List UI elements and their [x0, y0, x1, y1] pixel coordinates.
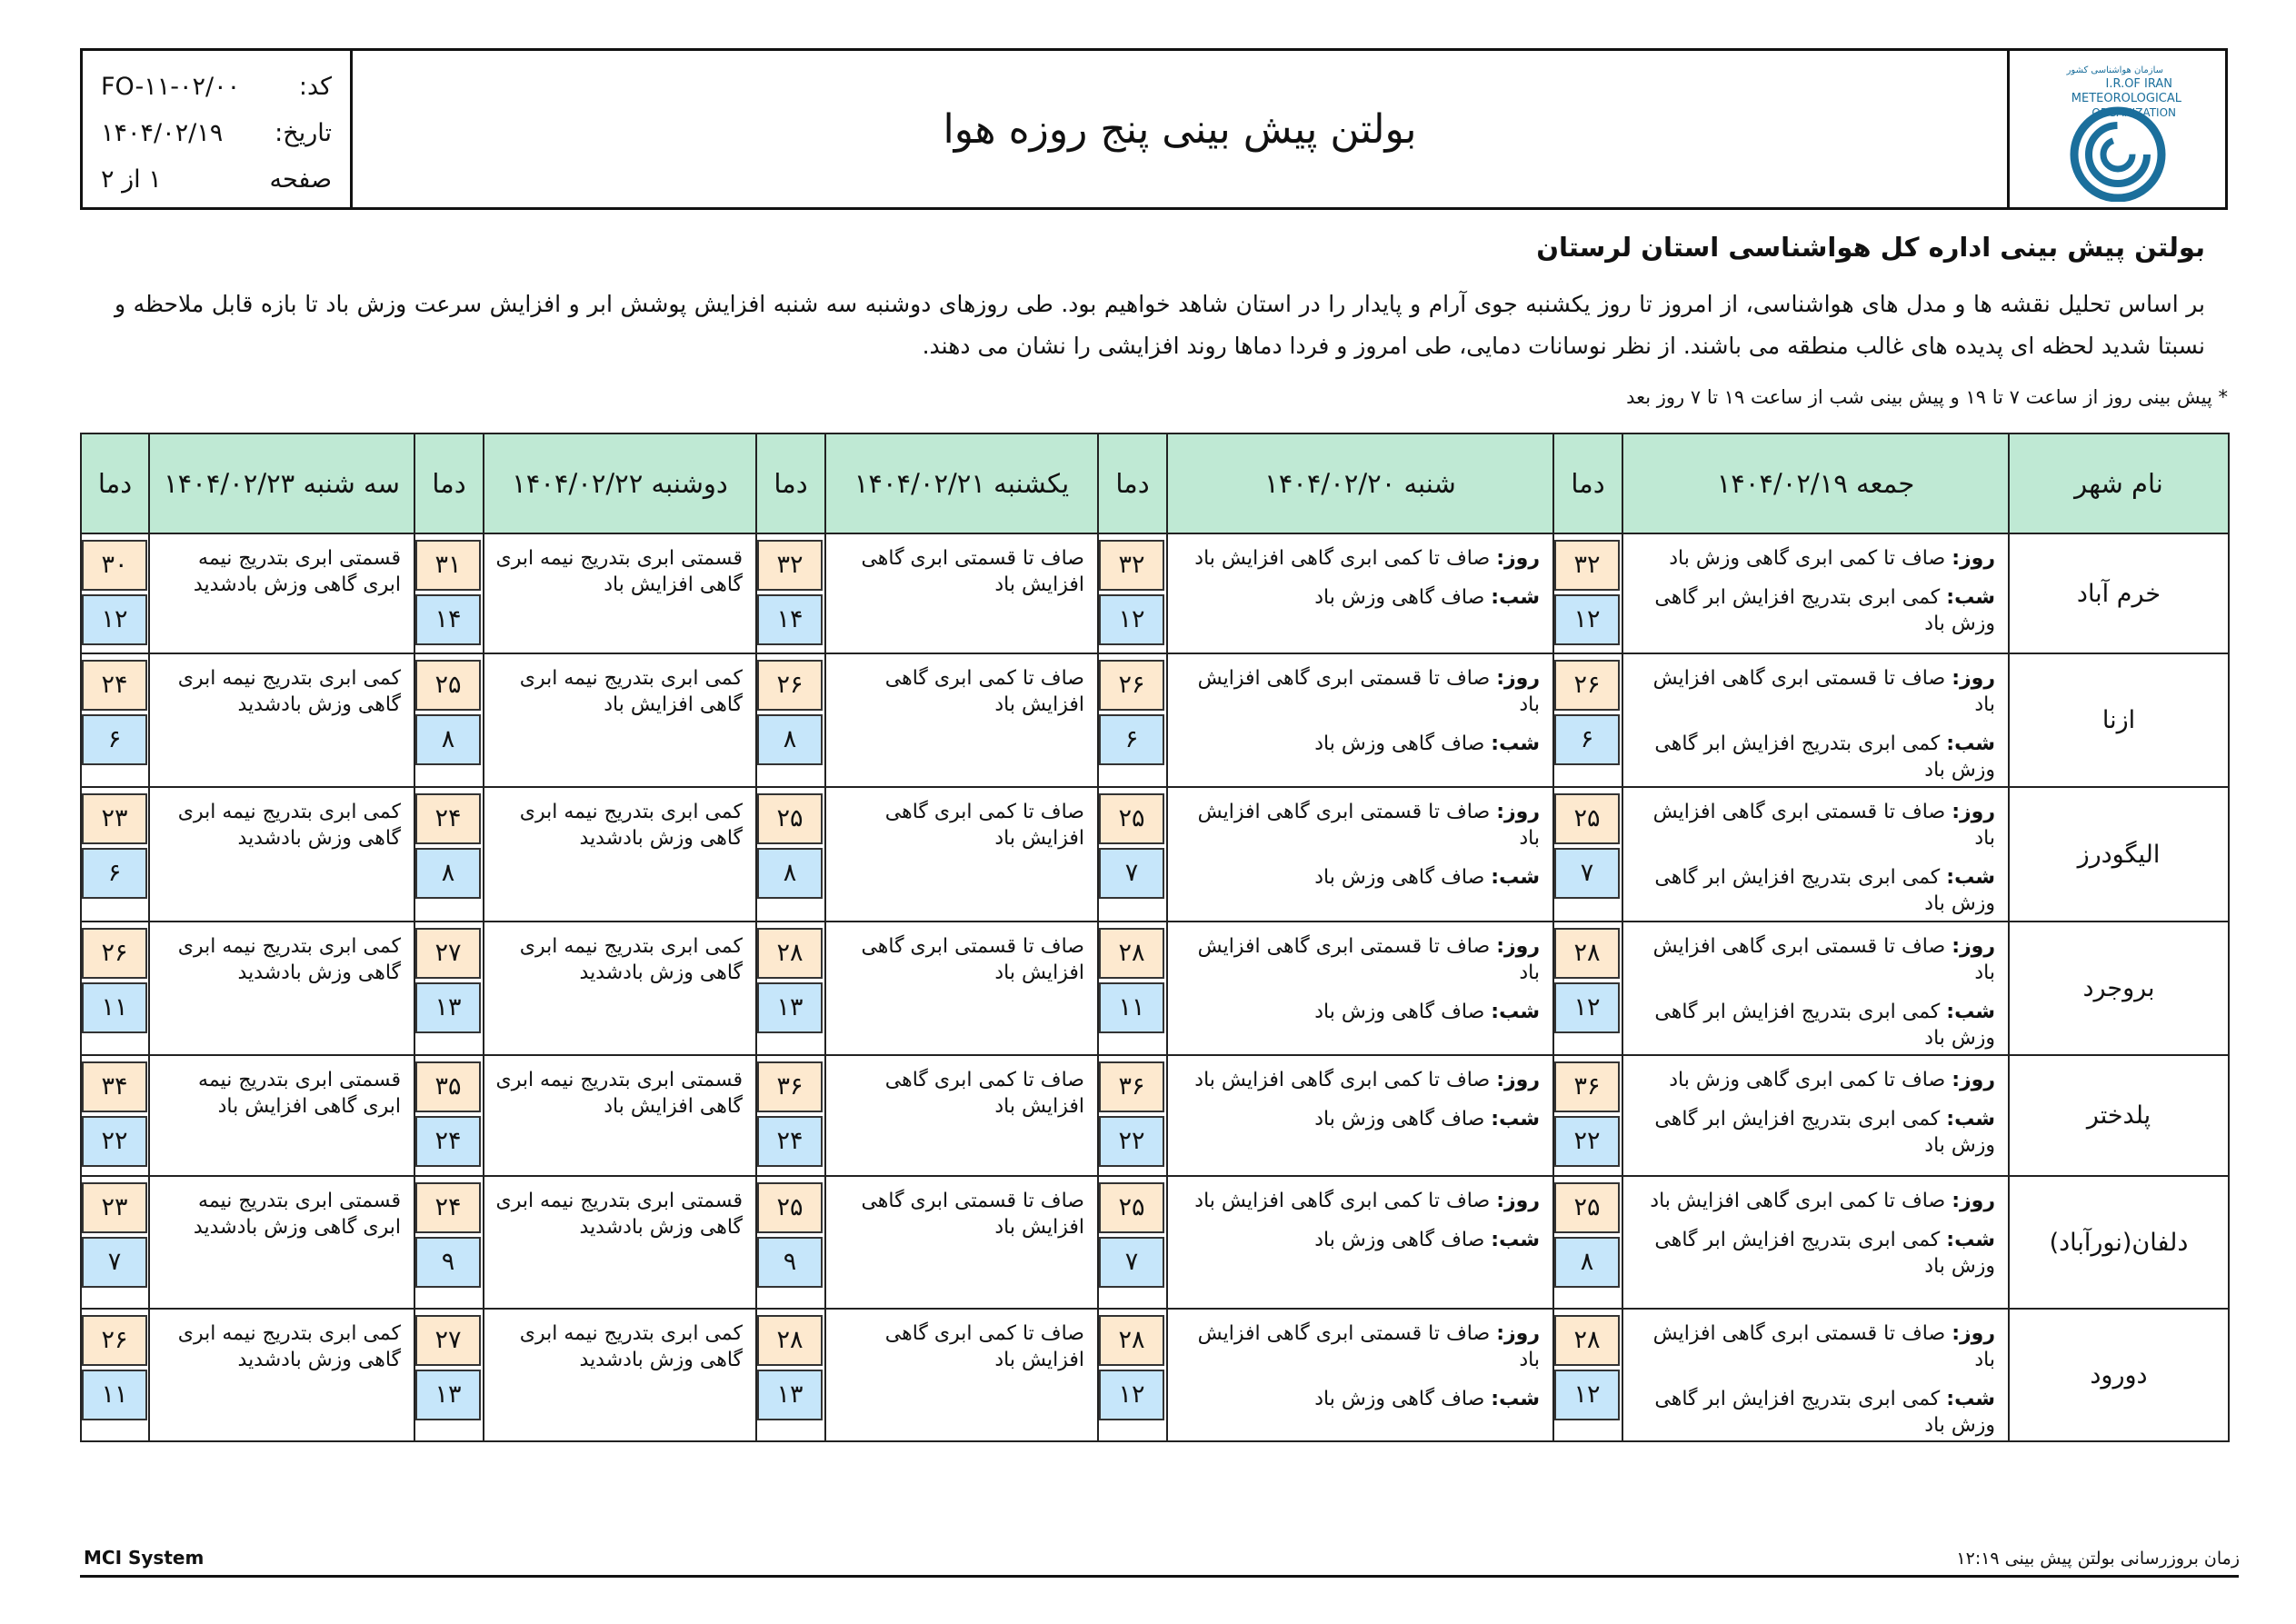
condition-text: کمی ابری بتدریج نیمه ابری گاهی وزش بادشدید — [177, 667, 401, 716]
city-name: ازنا — [2009, 653, 2229, 787]
temp-cell — [756, 787, 825, 922]
city-name: دلفان(نورآباد) — [2009, 1176, 2229, 1309]
forecast-condition — [149, 787, 414, 922]
max-temp: ۳۶ — [757, 1061, 823, 1112]
condition-text: قسمتی ابری بتدریج نیمه ابری گاهی افزایش باد — [495, 1069, 743, 1118]
night-condition: کمی ابری بتدریج افزایش ابر گاهی وزش باد — [1654, 732, 1995, 782]
day-condition: صاف تا کمی ابری گاهی وزش باد — [1669, 547, 1946, 570]
day-condition: صاف تا قسمتی ابری گاهی افزایش باد — [1652, 1322, 1995, 1371]
temp-header: دما — [1553, 433, 1622, 533]
temp-cell — [756, 922, 825, 1055]
temp-cell — [81, 1055, 149, 1176]
forecast-condition — [825, 787, 1098, 922]
temp-cell — [414, 533, 484, 653]
condition-text: کمی ابری بتدریج نیمه ابری گاهی وزش بادشدید — [519, 1322, 743, 1371]
day-label: روز: — [1952, 667, 1995, 690]
temp-cell — [756, 1176, 825, 1309]
min-temp: ۸ — [757, 714, 823, 765]
table-row — [81, 787, 2229, 922]
max-temp: ۲۷ — [415, 1315, 481, 1366]
forecast-condition — [484, 533, 756, 653]
night-condition: صاف گاهی وزش باد — [1314, 866, 1485, 889]
city-name: پلدختر — [2009, 1055, 2229, 1176]
forecast-condition — [484, 787, 756, 922]
forecast-day-night — [1167, 787, 1553, 922]
day-label: روز: — [1952, 801, 1995, 823]
day-label: روز: — [1496, 1322, 1540, 1345]
day-condition: صاف تا کمی ابری گاهی افزایش باد — [1194, 1190, 1491, 1212]
temp-cell — [1553, 1309, 1622, 1441]
day-condition: صاف تا قسمتی ابری گاهی افزایش باد — [1197, 1322, 1540, 1371]
logo-text-en2: METEOROLOGICAL — [2071, 92, 2181, 105]
min-temp: ۱۴ — [757, 594, 823, 645]
max-temp: ۳۱ — [415, 540, 481, 591]
condition-text: کمی ابری بتدریج نیمه ابری گاهی وزش بادشدید — [177, 801, 401, 850]
condition-text: صاف تا کمی ابری گاهی افزایش باد — [884, 667, 1084, 716]
min-temp: ۶ — [1099, 714, 1164, 765]
min-temp: ۲۲ — [82, 1116, 147, 1167]
forecast-day-night — [1167, 653, 1553, 787]
forecast-day-night — [1622, 1176, 2009, 1309]
night-condition: کمی ابری بتدریج افزایش ابر گاهی وزش باد — [1654, 586, 1995, 635]
max-temp: ۳۰ — [82, 540, 147, 591]
page-value: ۱ از ۲ — [101, 165, 162, 194]
code-value: FO-۱۱-۰۲/۰۰ — [101, 73, 241, 101]
forecast-day-night — [1622, 533, 2009, 653]
max-temp: ۳۶ — [1099, 1061, 1164, 1112]
min-temp: ۸ — [415, 714, 481, 765]
forecast-condition — [825, 1309, 1098, 1441]
min-temp: ۱۲ — [1099, 1370, 1164, 1420]
day-label: روز: — [1496, 667, 1540, 690]
forecast-condition — [825, 922, 1098, 1055]
condition-text: صاف تا کمی ابری گاهی افزایش باد — [884, 801, 1084, 850]
min-temp: ۲۲ — [1554, 1116, 1620, 1167]
max-temp: ۲۶ — [1554, 660, 1620, 711]
min-temp: ۸ — [415, 848, 481, 899]
forecast-table — [80, 433, 2230, 1442]
forecast-day-night — [1622, 1055, 2009, 1176]
night-condition: کمی ابری بتدریج افزایش ابر گاهی وزش باد — [1654, 1001, 1995, 1050]
forecast-condition — [149, 922, 414, 1055]
min-temp: ۱۱ — [82, 982, 147, 1033]
min-temp: ۱۱ — [1099, 982, 1164, 1033]
night-condition: کمی ابری بتدریج افزایش ابر گاهی وزش باد — [1654, 1108, 1995, 1157]
temp-cell — [1098, 922, 1167, 1055]
day-condition: صاف تا کمی ابری گاهی وزش باد — [1669, 1069, 1946, 1091]
max-temp: ۲۵ — [1554, 793, 1620, 844]
night-condition: صاف گاهی وزش باد — [1314, 1388, 1485, 1410]
max-temp: ۲۴ — [415, 1182, 481, 1233]
max-temp: ۳۲ — [1554, 540, 1620, 591]
day-label: روز: — [1496, 801, 1540, 823]
night-condition: صاف گاهی وزش باد — [1314, 1229, 1485, 1251]
forecast-day-night — [1167, 922, 1553, 1055]
temp-cell — [81, 787, 149, 922]
temp-cell — [1553, 922, 1622, 1055]
condition-text: قسمتی ابری بتدریج نیمه ابری گاهی وزش بادشدید — [193, 547, 401, 596]
day-label: روز: — [1952, 1190, 1995, 1212]
night-label: شب: — [1491, 1388, 1540, 1410]
day-header-3: یکشنبه ۱۴۰۴/۰۲/۲۱ — [825, 433, 1098, 533]
night-label: شب: — [1946, 1001, 1995, 1023]
night-label: شب: — [1946, 866, 1995, 889]
max-temp: ۲۵ — [757, 793, 823, 844]
day-header-4: دوشنبه ۱۴۰۴/۰۲/۲۲ — [484, 433, 756, 533]
day-label: روز: — [1496, 1190, 1540, 1212]
min-temp: ۹ — [415, 1237, 481, 1288]
date-value: ۱۴۰۴/۰۲/۱۹ — [101, 119, 224, 147]
forecast-condition — [825, 1055, 1098, 1176]
table-header-row — [81, 433, 2229, 533]
max-temp: ۲۵ — [1099, 793, 1164, 844]
temp-cell — [1098, 787, 1167, 922]
date-label: تاریخ: — [275, 119, 332, 147]
min-temp: ۲۴ — [757, 1116, 823, 1167]
page-label: صفحه — [269, 165, 332, 194]
temp-cell — [414, 1055, 484, 1176]
min-temp: ۱۳ — [757, 982, 823, 1033]
min-temp: ۶ — [82, 714, 147, 765]
day-condition: صاف تا کمی ابری گاهی افزایش باد — [1194, 547, 1491, 570]
min-temp: ۲۴ — [415, 1116, 481, 1167]
night-label: شب: — [1491, 1229, 1540, 1251]
forecast-day-night — [1167, 1309, 1553, 1441]
min-temp: ۲۲ — [1099, 1116, 1164, 1167]
night-label: شب: — [1491, 586, 1540, 609]
max-temp: ۲۶ — [757, 660, 823, 711]
max-temp: ۳۴ — [82, 1061, 147, 1112]
min-temp: ۱۳ — [757, 1370, 823, 1420]
temp-cell — [1098, 1309, 1167, 1441]
day-label: روز: — [1496, 935, 1540, 958]
max-temp: ۲۸ — [1554, 928, 1620, 979]
day-condition: صاف تا قسمتی ابری گاهی افزایش باد — [1197, 935, 1540, 984]
night-label: شب: — [1946, 732, 1995, 755]
max-temp: ۲۸ — [1099, 1315, 1164, 1366]
condition-text: صاف تا قسمتی ابری گاهی افزایش باد — [861, 935, 1084, 984]
temp-cell — [81, 1309, 149, 1441]
day-label: روز: — [1952, 1069, 1995, 1091]
forecast-day-night — [1622, 653, 2009, 787]
min-temp: ۱۲ — [82, 594, 147, 645]
table-row — [81, 1055, 2229, 1176]
code-label: کد: — [298, 73, 332, 101]
night-label: شب: — [1491, 1001, 1540, 1023]
night-label: شب: — [1491, 1108, 1540, 1131]
max-temp: ۳۵ — [415, 1061, 481, 1112]
temp-cell — [756, 1309, 825, 1441]
temp-cell — [414, 922, 484, 1055]
logo-text-en3: ORGANIZATION — [2091, 106, 2176, 119]
day-condition: صاف تا کمی ابری گاهی افزایش باد — [1650, 1190, 1946, 1212]
temp-cell — [414, 787, 484, 922]
min-temp: ۱۲ — [1099, 594, 1164, 645]
city-name: دورود — [2009, 1309, 2229, 1441]
max-temp: ۲۶ — [82, 1315, 147, 1366]
min-temp: ۱۲ — [1554, 982, 1620, 1033]
condition-text: صاف تا کمی ابری گاهی افزایش باد — [884, 1069, 1084, 1118]
night-condition: صاف گاهی وزش باد — [1314, 732, 1485, 755]
city-name: خرم آباد — [2009, 533, 2229, 653]
temp-cell — [414, 1309, 484, 1441]
forecast-condition — [149, 653, 414, 787]
min-temp: ۶ — [82, 848, 147, 899]
max-temp: ۲۴ — [415, 793, 481, 844]
forecast-day-night — [1622, 1309, 2009, 1441]
min-temp: ۸ — [757, 848, 823, 899]
temp-cell — [1553, 653, 1622, 787]
city-name: الیگودرز — [2009, 787, 2229, 922]
condition-text: کمی ابری بتدریج نیمه ابری گاهی افزایش باد — [519, 667, 743, 716]
max-temp: ۲۶ — [1099, 660, 1164, 711]
temp-header: دما — [81, 433, 149, 533]
min-temp: ۱۴ — [415, 594, 481, 645]
day-header-2: شنبه ۱۴۰۴/۰۲/۲۰ — [1167, 433, 1553, 533]
min-temp: ۷ — [1099, 1237, 1164, 1288]
condition-text: کمی ابری بتدریج نیمه ابری گاهی وزش بادشدید — [177, 1322, 401, 1371]
forecast-condition — [484, 922, 756, 1055]
temp-cell — [1098, 1176, 1167, 1309]
max-temp: ۲۳ — [82, 793, 147, 844]
temp-header: دما — [1098, 433, 1167, 533]
day-condition: صاف تا قسمتی ابری گاهی افزایش باد — [1652, 935, 1995, 984]
document-meta — [83, 51, 353, 207]
temp-cell — [1098, 533, 1167, 653]
city-header: نام شهر — [2009, 433, 2229, 533]
min-temp: ۱۳ — [415, 982, 481, 1033]
max-temp: ۲۵ — [1554, 1182, 1620, 1233]
temp-cell — [1553, 1176, 1622, 1309]
temp-cell — [81, 922, 149, 1055]
day-label: روز: — [1496, 1069, 1540, 1091]
condition-text: کمی ابری بتدریج نیمه ابری گاهی وزش بادشدید — [519, 801, 743, 850]
condition-text: قسمتی ابری بتدریج نیمه ابری گاهی وزش بادشدید — [193, 1190, 401, 1239]
day-label: روز: — [1496, 547, 1540, 570]
condition-text: صاف تا کمی ابری گاهی افزایش باد — [884, 1322, 1084, 1371]
temp-cell — [414, 653, 484, 787]
temp-cell — [81, 653, 149, 787]
forecast-condition — [484, 1176, 756, 1309]
night-label: شب: — [1946, 1108, 1995, 1131]
forecast-condition — [484, 653, 756, 787]
temp-cell — [1098, 653, 1167, 787]
day-header-5: سه شنبه ۱۴۰۴/۰۲/۲۳ — [149, 433, 414, 533]
forecast-summary: بر اساس تحلیل نقشه ها و مدل های هواشناسی، از امروز تا روز یکشنبه جوی آرام و پایدار را در استان شاهد خواهیم بود. طی روزهای دوشنبه سه شنبه افزایش پوشش ابر و افزایش سرعت وزش باد تا بازه قابل ملاحظه و نسبتا شدید لحظه ای پدیده های غالب منطقه می باشند. از نظر نوسانات دمایی، طی امروز و فردا دماها روند افزایشی را نشان می دهند. — [115, 291, 2205, 359]
min-temp: ۱۳ — [415, 1370, 481, 1420]
temp-cell — [81, 1176, 149, 1309]
max-temp: ۲۸ — [1554, 1315, 1620, 1366]
logo-text-en1: I.R.OF IRAN — [2105, 77, 2172, 91]
condition-text: صاف تا قسمتی ابری گاهی افزایش باد — [861, 1190, 1084, 1239]
min-temp: ۹ — [757, 1237, 823, 1288]
temp-cell — [1553, 1055, 1622, 1176]
forecast-condition — [149, 1176, 414, 1309]
day-label: روز: — [1952, 1322, 1995, 1345]
temp-cell — [1098, 1055, 1167, 1176]
logo-text-fa: سازمان هواشناسی کشور — [2066, 65, 2163, 75]
condition-text: کمی ابری بتدریج نیمه ابری گاهی وزش بادشدید — [519, 935, 743, 984]
forecast-condition — [825, 533, 1098, 653]
day-condition: صاف تا قسمتی ابری گاهی افزایش باد — [1197, 801, 1540, 850]
bulletin-subtitle: بولتن پیش بینی اداره کل هواشناسی استان لرستان — [1536, 232, 2205, 263]
temp-cell — [756, 653, 825, 787]
forecast-day-night — [1167, 1176, 1553, 1309]
day-condition: صاف تا قسمتی ابری گاهی افزایش باد — [1652, 801, 1995, 850]
max-temp: ۲۸ — [1099, 928, 1164, 979]
forecast-condition — [484, 1055, 756, 1176]
night-condition: صاف گاهی وزش باد — [1314, 586, 1485, 609]
temp-header: دما — [414, 433, 484, 533]
day-label: روز: — [1952, 935, 1995, 958]
meteorological-logo-icon — [2027, 56, 2209, 202]
forecast-day-night — [1622, 922, 2009, 1055]
night-condition: صاف گاهی وزش باد — [1314, 1001, 1485, 1023]
max-temp: ۲۵ — [757, 1182, 823, 1233]
day-condition: صاف تا قسمتی ابری گاهی افزایش باد — [1197, 667, 1540, 716]
night-condition: صاف گاهی وزش باد — [1314, 1108, 1485, 1131]
organization-logo — [2007, 51, 2225, 207]
max-temp: ۲۴ — [82, 660, 147, 711]
night-label: شب: — [1946, 1229, 1995, 1251]
max-temp: ۲۷ — [415, 928, 481, 979]
document-header — [80, 48, 2228, 210]
max-temp: ۲۳ — [82, 1182, 147, 1233]
min-temp: ۷ — [1554, 848, 1620, 899]
forecast-day-night — [1622, 787, 2009, 922]
table-row — [81, 1309, 2229, 1441]
temp-header: دما — [756, 433, 825, 533]
condition-text: کمی ابری بتدریج نیمه ابری گاهی وزش بادشدید — [177, 935, 401, 984]
footer-update-time: زمان بروزرسانی بولتن پیش بینی ۱۲:۱۹ — [1956, 1549, 2240, 1569]
forecast-condition — [484, 1309, 756, 1441]
max-temp: ۳۲ — [1099, 540, 1164, 591]
table-row — [81, 922, 2229, 1055]
min-temp: ۱۱ — [82, 1370, 147, 1420]
max-temp: ۲۵ — [1099, 1182, 1164, 1233]
city-name: بروجرد — [2009, 922, 2229, 1055]
forecast-day-night — [1167, 1055, 1553, 1176]
condition-text: صاف تا قسمتی ابری گاهی افزایش باد — [861, 547, 1084, 596]
max-temp: ۲۸ — [757, 1315, 823, 1366]
max-temp: ۲۸ — [757, 928, 823, 979]
min-temp: ۱۲ — [1554, 594, 1620, 645]
day-condition: صاف تا کمی ابری گاهی افزایش باد — [1194, 1069, 1491, 1091]
temp-cell — [1553, 787, 1622, 922]
min-temp: ۷ — [1099, 848, 1164, 899]
night-label: شب: — [1491, 866, 1540, 889]
temp-cell — [81, 533, 149, 653]
min-temp: ۱۲ — [1554, 1370, 1620, 1420]
condition-text: قسمتی ابری بتدریج نیمه ابری گاهی وزش بادشدید — [495, 1190, 743, 1239]
condition-text: قسمتی ابری بتدریج نیمه ابری گاهی افزایش باد — [198, 1069, 401, 1118]
max-temp: ۲۶ — [82, 928, 147, 979]
forecast-note: * پیش بینی روز از ساعت ۷ تا ۱۹ و پیش بینی شب از ساعت ۱۹ تا ۷ روز بعد — [1626, 386, 2228, 408]
day-label: روز: — [1952, 547, 1995, 570]
night-label: شب: — [1946, 1388, 1995, 1410]
night-condition: کمی ابری بتدریج افزایش ابر گاهی وزش باد — [1654, 1229, 1995, 1278]
temp-cell — [414, 1176, 484, 1309]
temp-cell — [1553, 533, 1622, 653]
max-temp: ۳۶ — [1554, 1061, 1620, 1112]
page-title: بولتن پیش بینی پنج روزه هوا — [943, 105, 1417, 153]
forecast-condition — [825, 1176, 1098, 1309]
condition-text: قسمتی ابری بتدریج نیمه ابری گاهی افزایش باد — [495, 547, 743, 596]
day-header-1: جمعه ۱۴۰۴/۰۲/۱۹ — [1622, 433, 2009, 533]
night-condition: کمی ابری بتدریج افزایش ابر گاهی وزش باد — [1654, 866, 1995, 915]
forecast-day-night — [1167, 533, 1553, 653]
footer-system-name: MCI System — [84, 1547, 205, 1569]
temp-cell — [756, 1055, 825, 1176]
forecast-condition — [149, 533, 414, 653]
forecast-condition — [149, 1055, 414, 1176]
table-row — [81, 1176, 2229, 1309]
night-condition: کمی ابری بتدریج افزایش ابر گاهی وزش باد — [1654, 1388, 1995, 1437]
min-temp: ۸ — [1554, 1237, 1620, 1288]
table-row — [81, 533, 2229, 653]
max-temp: ۲۵ — [415, 660, 481, 711]
night-label: شب: — [1946, 586, 1995, 609]
min-temp: ۶ — [1554, 714, 1620, 765]
forecast-condition — [149, 1309, 414, 1441]
forecast-condition — [825, 653, 1098, 787]
max-temp: ۳۲ — [757, 540, 823, 591]
temp-cell — [756, 533, 825, 653]
table-row — [81, 653, 2229, 787]
night-label: شب: — [1491, 732, 1540, 755]
footer-divider — [80, 1575, 2239, 1578]
day-condition: صاف تا قسمتی ابری گاهی افزایش باد — [1652, 667, 1995, 716]
min-temp: ۷ — [82, 1237, 147, 1288]
